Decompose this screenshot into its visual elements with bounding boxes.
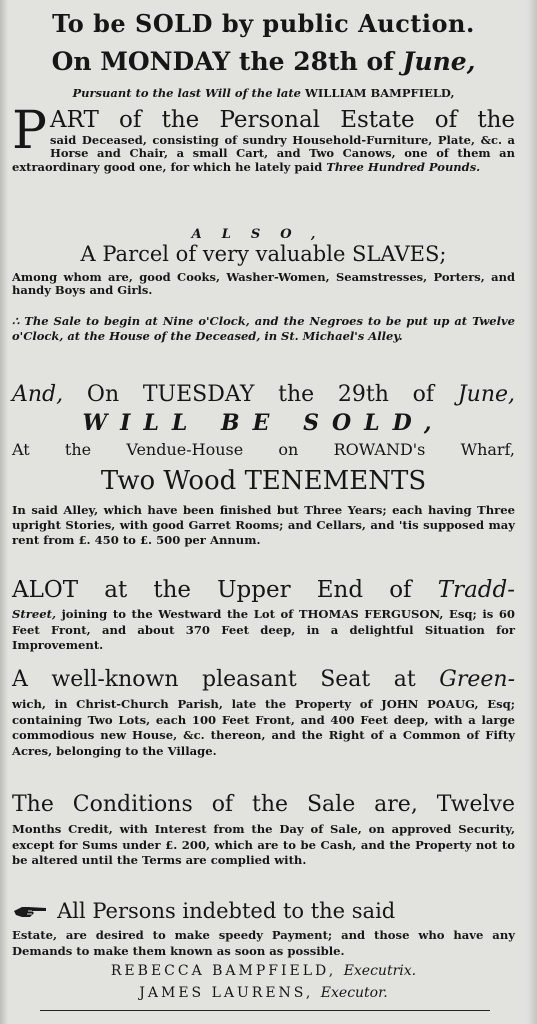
- alot-body-text: joining to the Westward the Lot of THOMAS FERGUSON, Esq; is 60 Feet Front, and about 370 Feet deep, in a delightful Situation for Improvement.: [12, 607, 515, 652]
- sale-date-line: [12, 47, 515, 77]
- will-be-sold: WILL BE SOLD,: [82, 410, 445, 436]
- will-line: [12, 86, 515, 100]
- estate-paragraph: [12, 101, 515, 174]
- executor-signature: [12, 984, 515, 1002]
- also-label: ALSO,: [191, 227, 336, 242]
- alot-body: [12, 607, 515, 654]
- executrix-signature: [12, 962, 515, 980]
- pointing-hand-icon: [12, 899, 48, 921]
- date-month: June,: [402, 47, 476, 76]
- scan-edge-left: [0, 0, 8, 1024]
- estate-body-text: said Deceased, consisting of sundry Household-Furniture, Plate, &c. a Horse and Chair, a small Cart, and Two Canows, one of them an extraordinary good one, for which he lately paid: [12, 133, 515, 174]
- seat-heading: [12, 666, 515, 694]
- will-prefix: Pursuant to the last Will of the late: [72, 86, 301, 100]
- estate-body: [12, 134, 515, 174]
- alot-heading-text: ALOT at the Upper End of: [12, 577, 412, 603]
- alot-street: Tradd-: [437, 577, 515, 603]
- drop-cap: P: [12, 101, 47, 161]
- conditions-body: Months Credit, with Interest from the Day of Sale, on approved Security, except for Sums under £. 200, which are to be Cash, and the Property not to be altered until the Terms are complied with.: [12, 822, 515, 868]
- alot-street-end: Street,: [12, 607, 56, 621]
- debts-heading: All Persons indebted to the said: [57, 899, 396, 923]
- executor-title: Executor.: [320, 985, 388, 1001]
- debts-notice: [12, 898, 515, 924]
- executrix-title: Executrix.: [343, 963, 417, 979]
- slaves-body: Among whom are, good Cooks, Washer-Women, Seamstresses, Porters, and handy Boys and Girls.: [12, 270, 515, 298]
- tuesday-and: And,: [12, 382, 64, 407]
- executrix-name: REBECCA BAMPFIELD,: [110, 963, 337, 979]
- tuesday-month: June,: [457, 382, 515, 407]
- executor-name: JAMES LAURENS,: [139, 985, 314, 1001]
- alot-heading: [12, 576, 515, 605]
- headline: To be SOLD by public Auction.: [52, 9, 475, 38]
- tuesday-line: [12, 382, 515, 408]
- date-prefix: On MONDAY the 28th of: [51, 47, 394, 76]
- scan-edge-right: [527, 0, 537, 1024]
- slaves-heading: A Parcel of very valuable SLAVES;: [80, 242, 447, 266]
- debts-body: Estate, are desired to make speedy Payment; and those who have any Demands to make them known as soon as possible.: [12, 928, 515, 958]
- estate-price: Three Hundred Pounds.: [326, 159, 481, 174]
- estate-title: ART of the Personal Estate of the: [50, 107, 515, 133]
- tenements-heading: Two Wood TENEMENTS: [100, 466, 427, 496]
- seat-body: wich, in Christ-Church Parish, late the Property of JOHN POAUG, Esq; containing Two Lots, each 100 Feet Front, and 400 Feet deep, with a large commodious new House, &c. thereon, and the Right of a Common of Fifty Acres, belonging to the Village.: [12, 697, 515, 758]
- sale-time-note: ∴ The Sale to begin at Nine o'Clock, and the Negroes to be put up at Twelve o'Clock, at the House of the Deceased, in St. Michael's Alley.: [12, 314, 515, 343]
- tuesday-rest: On TUESDAY the 29th of: [86, 382, 435, 407]
- conditions-heading: The Conditions of the Sale are, Twelve: [12, 792, 515, 817]
- vendue-house-line: At the Vendue-House on ROWAND's Wharf,: [12, 440, 515, 459]
- testator-name: WILLIAM BAMPFIELD,: [305, 86, 455, 100]
- tenements-body: In said Alley, which have been finished but Three Years; each having Three upright Stories, with good Garret Rooms; and Cellars, and 'tis supposed may rent from £. 450 to £. 500 per Annum.: [12, 503, 515, 548]
- seat-heading-text: A well-known pleasant Seat at: [12, 667, 416, 692]
- bottom-rule: [40, 1010, 490, 1011]
- seat-place: Green-: [439, 667, 516, 692]
